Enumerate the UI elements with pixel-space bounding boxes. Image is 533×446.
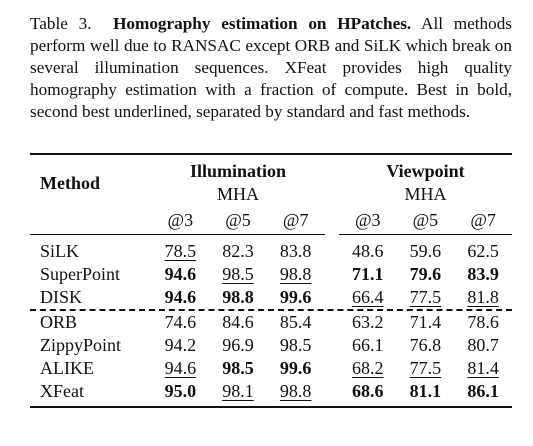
value-cell bbox=[267, 334, 325, 357]
group-header-viewpoint: Viewpoint bbox=[386, 161, 465, 181]
method-name-cell: DISK bbox=[40, 287, 83, 307]
table-row bbox=[30, 235, 512, 264]
value-text: 83.8 bbox=[279, 241, 312, 261]
threshold-header: @5 bbox=[209, 206, 267, 235]
value-cell bbox=[339, 357, 397, 380]
value-cell bbox=[267, 357, 325, 380]
value-text: 99.6 bbox=[279, 358, 312, 378]
value-cell bbox=[454, 357, 512, 380]
value-cell bbox=[209, 357, 267, 380]
value-text: 76.8 bbox=[409, 335, 442, 355]
value-cell bbox=[209, 380, 267, 406]
value-text: 48.6 bbox=[352, 241, 384, 261]
table-bottom-rule bbox=[30, 406, 512, 408]
value-cell bbox=[209, 286, 267, 309]
value-cell bbox=[339, 311, 397, 334]
threshold-header: @5 bbox=[397, 206, 455, 235]
header-row-thresholds bbox=[30, 206, 512, 235]
value-text: 98.1 bbox=[222, 381, 254, 401]
value-cell bbox=[267, 286, 325, 309]
results-table-container bbox=[30, 153, 512, 408]
value-cell bbox=[397, 311, 455, 334]
value-text: 68.2 bbox=[352, 358, 384, 378]
metric-header-illumination: MHA bbox=[217, 184, 260, 204]
threshold-header: @7 bbox=[267, 206, 325, 235]
group-gap-cell bbox=[325, 334, 339, 357]
standard-methods-body bbox=[30, 235, 512, 310]
value-text: 94.6 bbox=[164, 358, 197, 378]
value-cell bbox=[339, 380, 397, 406]
value-text: 83.9 bbox=[467, 264, 499, 284]
value-cell bbox=[397, 286, 455, 309]
value-cell bbox=[152, 357, 210, 380]
value-text: 63.2 bbox=[352, 312, 384, 332]
group-header-illumination: Illumination bbox=[190, 161, 287, 181]
value-text: 78.6 bbox=[467, 312, 499, 332]
value-text: 81.8 bbox=[467, 287, 499, 307]
value-cell bbox=[454, 334, 512, 357]
value-cell bbox=[454, 380, 512, 406]
value-cell bbox=[397, 357, 455, 380]
group-gap-cell bbox=[325, 357, 339, 380]
value-text: 85.4 bbox=[279, 312, 312, 332]
value-text: 74.6 bbox=[164, 312, 197, 332]
table-row bbox=[30, 311, 512, 334]
value-cell bbox=[152, 263, 210, 286]
value-cell bbox=[267, 235, 325, 264]
value-cell bbox=[209, 311, 267, 334]
value-cell bbox=[152, 380, 210, 406]
value-text: 98.8 bbox=[222, 287, 254, 307]
value-text: 71.4 bbox=[409, 312, 442, 332]
homography-results-table bbox=[30, 153, 512, 406]
value-text: 82.3 bbox=[222, 241, 254, 261]
value-cell bbox=[397, 380, 455, 406]
value-text: 98.8 bbox=[279, 381, 312, 401]
caption-body: All methods perform well due to RANSAC except ORB and SiLK which break on several illumination sequences. XFeat provides high quality homography estimation with a fraction of compute. Best in bold, second best underlined, separated by standard and fast methods. bbox=[30, 14, 512, 121]
table-row bbox=[30, 334, 512, 357]
value-cell bbox=[152, 235, 210, 264]
value-cell bbox=[454, 263, 512, 286]
value-cell bbox=[209, 334, 267, 357]
value-cell bbox=[454, 311, 512, 334]
value-text: 77.5 bbox=[409, 287, 442, 307]
value-text: 94.6 bbox=[164, 264, 197, 284]
value-cell bbox=[152, 311, 210, 334]
value-text: 98.5 bbox=[222, 358, 254, 378]
threshold-header: @3 bbox=[152, 206, 210, 235]
table-row bbox=[30, 263, 512, 286]
method-column-header: Method bbox=[40, 172, 100, 193]
value-text: 68.6 bbox=[352, 381, 384, 401]
value-text: 66.4 bbox=[352, 287, 384, 307]
value-text: 81.1 bbox=[409, 381, 442, 401]
value-cell bbox=[397, 235, 455, 264]
value-cell bbox=[267, 311, 325, 334]
value-text: 78.5 bbox=[164, 241, 197, 261]
table-row bbox=[30, 380, 512, 406]
value-text: 98.5 bbox=[222, 264, 254, 284]
threshold-header: @7 bbox=[454, 206, 512, 235]
value-cell bbox=[339, 235, 397, 264]
fast-methods-body bbox=[30, 311, 512, 406]
method-name-cell: XFeat bbox=[40, 381, 84, 401]
value-cell bbox=[267, 380, 325, 406]
value-cell bbox=[397, 334, 455, 357]
header-row-groups bbox=[30, 154, 512, 183]
method-name-cell: SiLK bbox=[40, 241, 80, 261]
threshold-header: @3 bbox=[339, 206, 397, 235]
value-text: 59.6 bbox=[409, 241, 442, 261]
value-text: 81.4 bbox=[467, 358, 499, 378]
group-gap-cell bbox=[325, 311, 339, 334]
value-text: 79.6 bbox=[409, 264, 442, 284]
value-text: 99.6 bbox=[279, 287, 312, 307]
method-name-cell: ALIKE bbox=[40, 358, 94, 378]
value-cell bbox=[209, 263, 267, 286]
value-text: 86.1 bbox=[467, 381, 499, 401]
value-text: 62.5 bbox=[467, 241, 499, 261]
value-cell bbox=[152, 334, 210, 357]
group-gap-cell bbox=[325, 263, 339, 286]
metric-header-viewpoint: MHA bbox=[404, 184, 447, 204]
value-text: 80.7 bbox=[467, 335, 499, 355]
value-cell bbox=[267, 263, 325, 286]
caption-label: Table 3. bbox=[30, 14, 92, 33]
value-text: 98.8 bbox=[279, 264, 312, 284]
value-text: 71.1 bbox=[352, 264, 384, 284]
method-name-cell: ORB bbox=[40, 312, 78, 332]
value-text: 94.2 bbox=[164, 335, 197, 355]
value-cell bbox=[397, 263, 455, 286]
value-cell bbox=[152, 286, 210, 309]
value-cell bbox=[339, 263, 397, 286]
group-gap-cell bbox=[325, 286, 339, 309]
group-gap-cell bbox=[325, 235, 339, 264]
value-cell bbox=[339, 286, 397, 309]
group-gap-cell bbox=[325, 380, 339, 406]
method-name-cell: ZippyPoint bbox=[40, 335, 122, 355]
value-text: 95.0 bbox=[164, 381, 197, 401]
value-text: 94.6 bbox=[164, 287, 197, 307]
value-cell bbox=[454, 286, 512, 309]
table-row bbox=[30, 357, 512, 380]
value-text: 66.1 bbox=[352, 335, 384, 355]
value-text: 98.5 bbox=[279, 335, 312, 355]
value-cell bbox=[339, 334, 397, 357]
value-cell bbox=[454, 235, 512, 264]
value-text: 77.5 bbox=[409, 358, 442, 378]
value-cell bbox=[209, 235, 267, 264]
value-text: 96.9 bbox=[222, 335, 254, 355]
value-text: 84.6 bbox=[222, 312, 254, 332]
table-caption bbox=[30, 13, 512, 123]
table-row bbox=[30, 286, 512, 309]
method-name-cell: SuperPoint bbox=[40, 264, 121, 284]
caption-title: Homography estimation on HPatches. bbox=[113, 14, 412, 33]
